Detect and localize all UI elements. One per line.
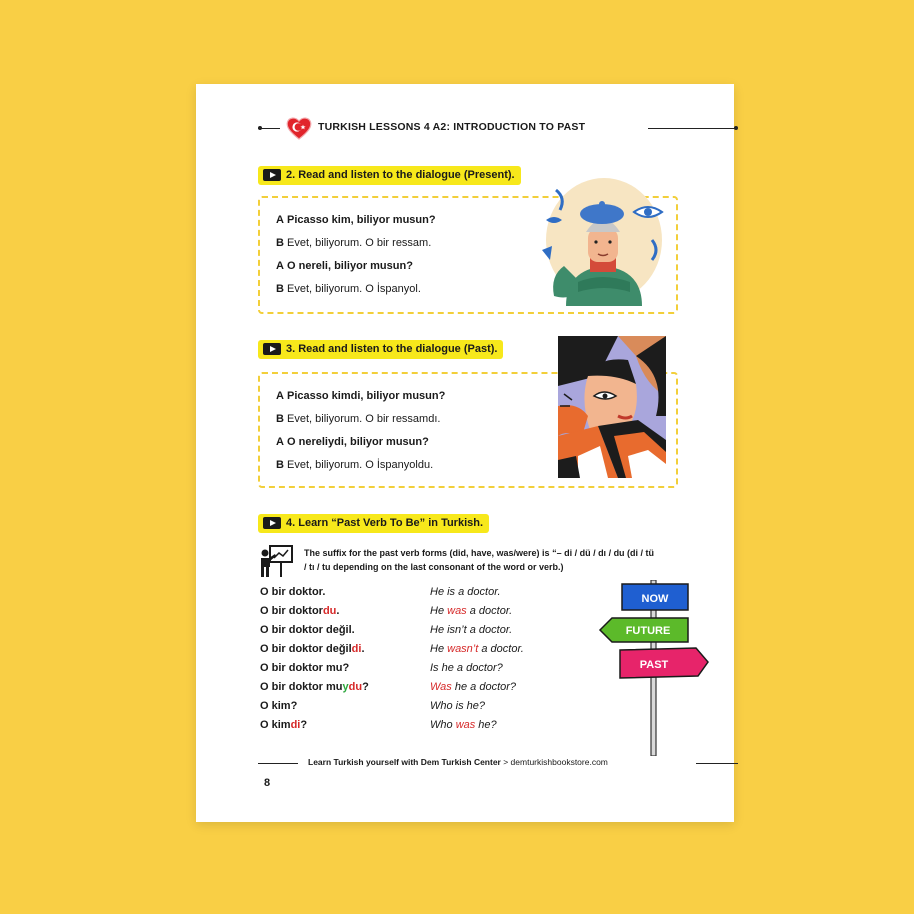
worksheet-page xyxy=(196,84,734,822)
grammar-row: O bir doktordu. He was a doctor. xyxy=(260,605,513,617)
page-title: TURKISH LESSONS 4 A2: INTRODUCTION TO PAST xyxy=(318,121,586,133)
play-icon[interactable] xyxy=(263,517,281,529)
grammar-row: O bir doktor. He is a doctor. xyxy=(260,586,501,598)
footer-link[interactable]: > demturkishbookstore.com xyxy=(500,757,608,767)
teacher-board-icon xyxy=(258,544,294,578)
grammar-row: O kimdi? Who was he? xyxy=(260,719,497,731)
header-rule-left xyxy=(258,128,280,129)
section-3-label: 3. Read and listen to the dialogue (Past). xyxy=(258,340,503,359)
dialogue-line: B Evet, biliyorum. O bir ressam. xyxy=(276,237,432,249)
future-sign-label: FUTURE xyxy=(625,625,671,637)
footer-title: Learn Turkish yourself with Dem Turkish Center xyxy=(308,757,501,767)
grammar-row: O bir doktor mu? Is he a doctor? xyxy=(260,662,503,674)
dialogue-line: A Picasso kimdi, biliyor musun? xyxy=(276,390,446,402)
cubist-faces-illustration xyxy=(558,336,666,478)
dialogue-line: B Evet, biliyorum. O İspanyoldu. xyxy=(276,459,434,471)
dialogue-line: B Evet, biliyorum. O bir ressamdı. xyxy=(276,413,441,425)
turkish-flag-heart-icon xyxy=(286,116,312,140)
header-rule-right xyxy=(648,128,736,129)
picasso-portrait-illustration xyxy=(538,170,668,306)
page-number: 8 xyxy=(264,777,271,789)
grammar-row: O bir doktor muydu? Was he a doctor? xyxy=(260,681,517,693)
page-header xyxy=(258,116,678,142)
now-sign-label: NOW xyxy=(641,593,669,605)
dialogue-line: A O nereli, biliyor musun? xyxy=(276,260,413,272)
grammar-row: O bir doktor değildi. He wasn’t a doctor. xyxy=(260,643,524,655)
time-signpost-illustration xyxy=(596,580,714,756)
section-4-label: 4. Learn “Past Verb To Be” in Turkish. xyxy=(258,514,489,533)
grammar-row: O kim? Who is he? xyxy=(260,700,486,712)
suffix-rule-text: The suffix for the past verb forms (did, have, was/were) is “– di / dü / dı / du (di / tü / tı / tu depending on the last consonant of the word or verb.) xyxy=(304,548,655,572)
grammar-row: O bir doktor değil. He isn’t a doctor. xyxy=(260,624,513,636)
play-icon[interactable] xyxy=(263,169,281,181)
section-2-label: 2. Read and listen to the dialogue (Present). xyxy=(258,166,521,185)
dialogue-line: B Evet, biliyorum. O İspanyol. xyxy=(276,283,421,295)
dialogue-line: A O nereliydi, biliyor musun? xyxy=(276,436,429,448)
play-icon[interactable] xyxy=(263,343,281,355)
past-sign-label: PAST xyxy=(639,659,669,671)
dialogue-line: A Picasso kim, biliyor musun? xyxy=(276,214,436,226)
page-footer xyxy=(258,756,678,770)
